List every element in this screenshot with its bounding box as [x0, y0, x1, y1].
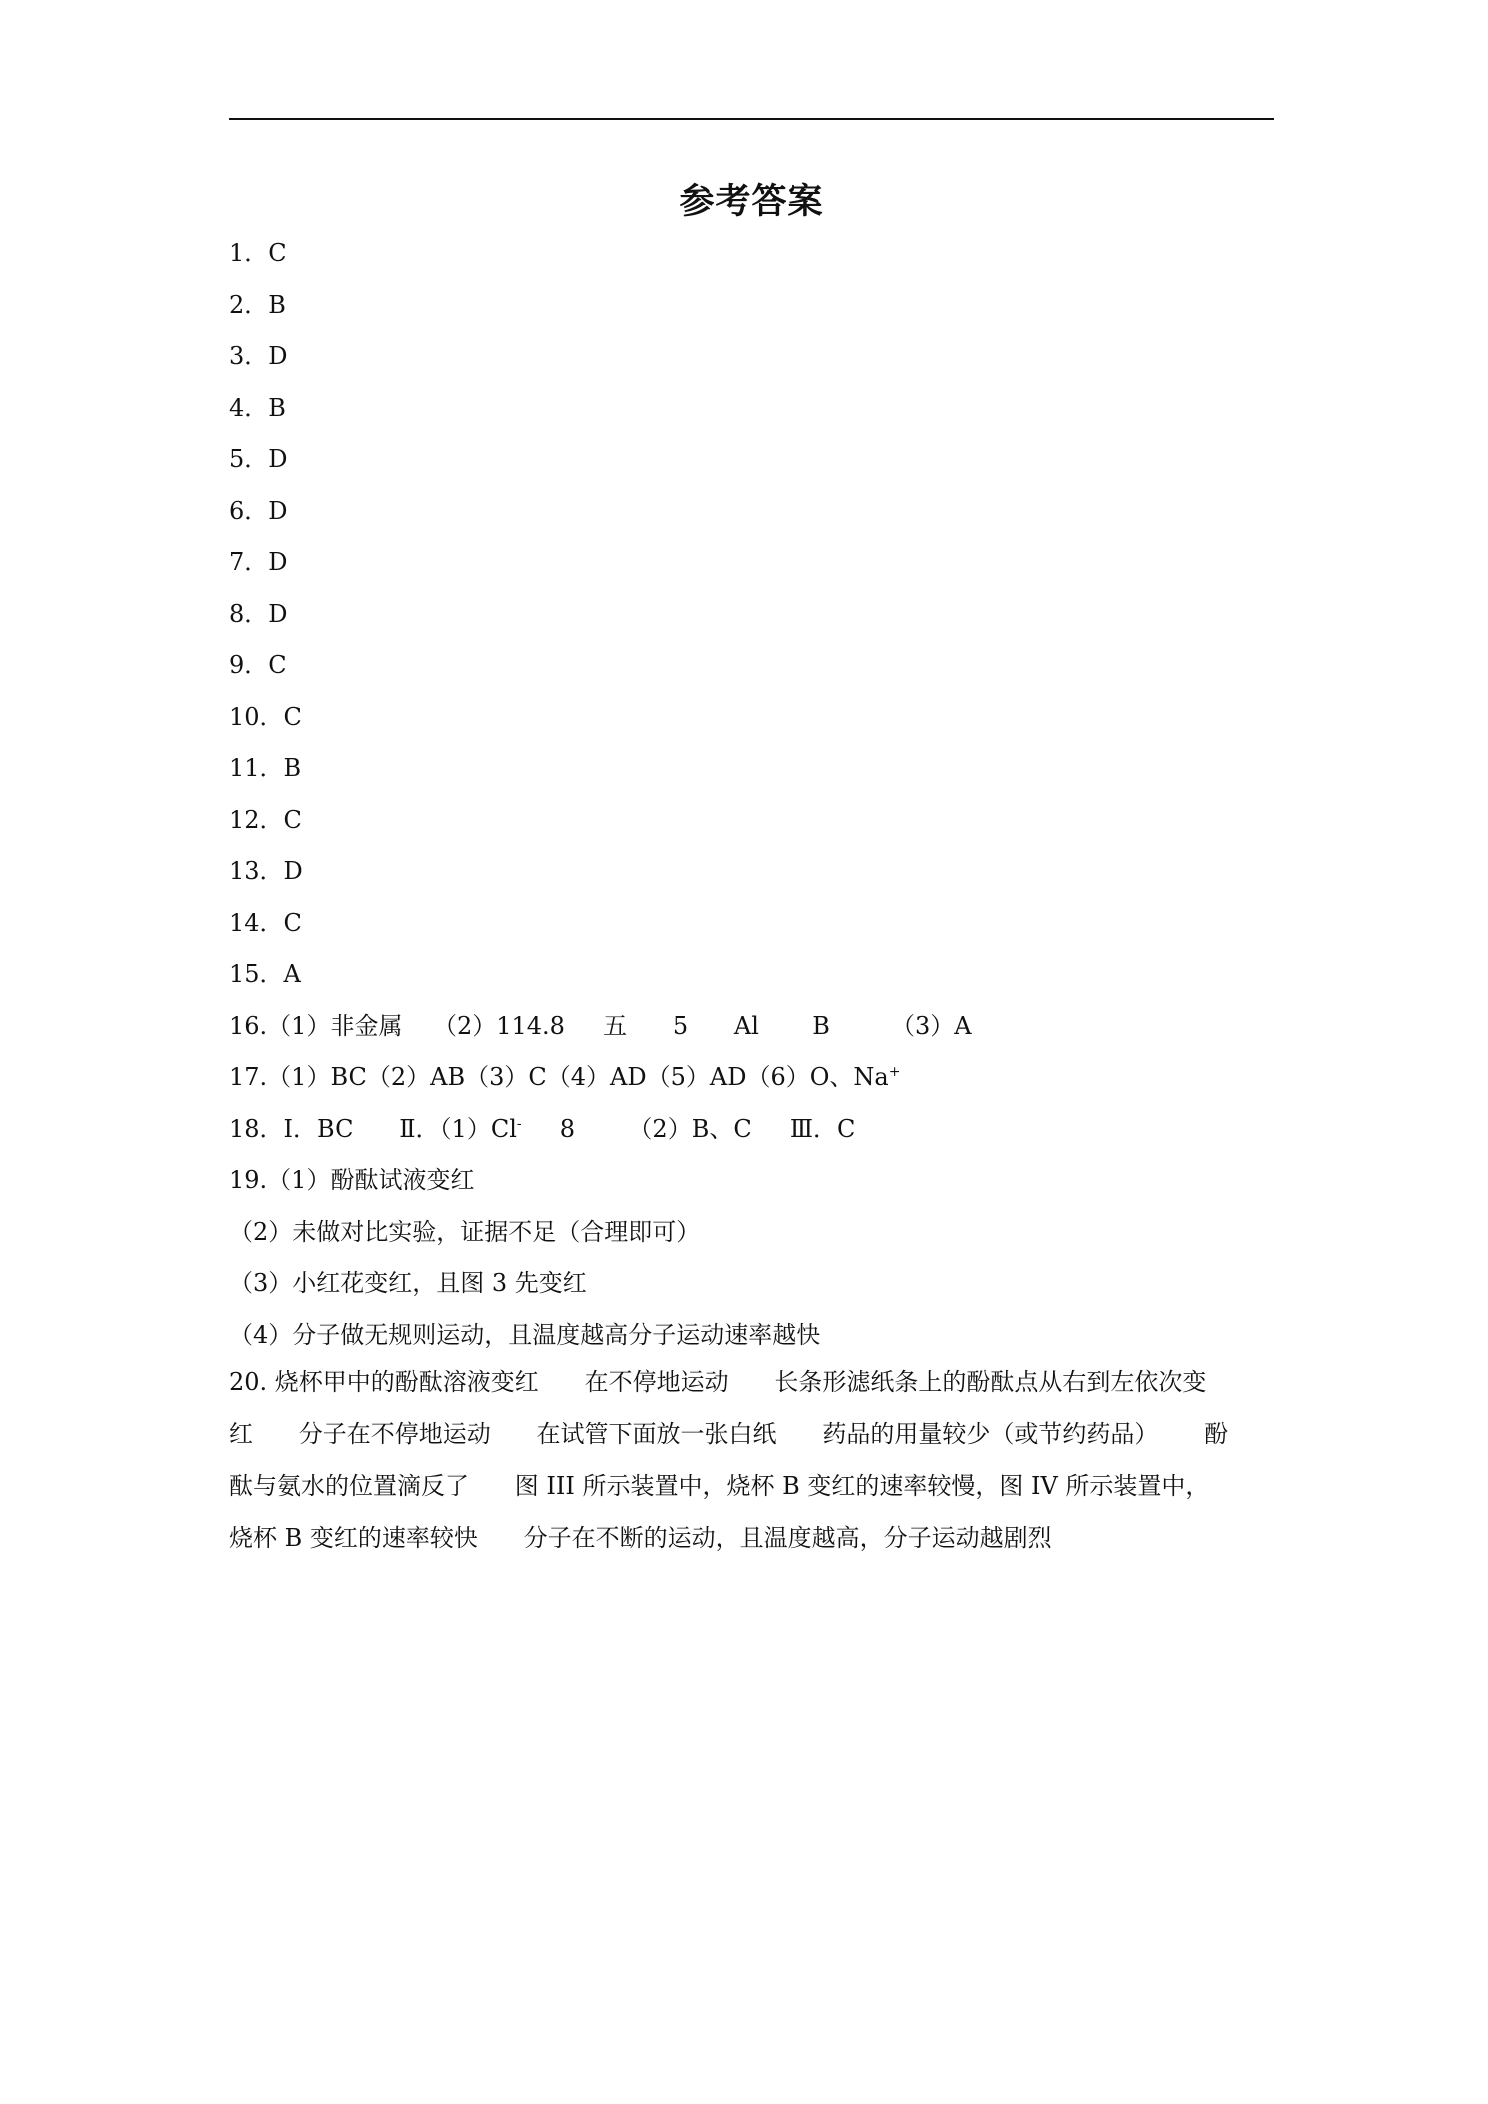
- answer-subpart-text: （3）小红花变红，且图 3 先变红: [229, 1269, 587, 1297]
- answer-text: D: [268, 548, 288, 576]
- answer-text: D: [268, 599, 288, 628]
- answer-19-part-3: [229, 1258, 1274, 1310]
- answer-20-line: 20. 烧杯甲中的酚酞溶液变红 在不停地运动 长条形滤纸条上的酚酞点从右到左依次变: [229, 1368, 1207, 1396]
- answer-number: 9．: [229, 651, 269, 679]
- answer-text: Ⅰ．BC Ⅱ．（1）Cl: [283, 1114, 517, 1143]
- superscript-minus: -: [516, 1115, 522, 1132]
- answer-number: 17.: [229, 1063, 268, 1091]
- superscript-plus: +: [888, 1064, 901, 1080]
- answer-8: [229, 589, 1274, 641]
- header-rule: [229, 118, 1274, 120]
- answer-3: [229, 331, 1274, 383]
- answer-text: C: [268, 651, 287, 679]
- answer-text: C: [283, 805, 302, 834]
- answer-text: B: [268, 393, 286, 422]
- answer-19: [229, 1155, 1274, 1207]
- answer-text: D: [268, 342, 288, 370]
- answer-text: （1）非金属 （2）114.8 五 5 Al B （3）A: [267, 1011, 972, 1040]
- answer-text: D: [268, 496, 288, 525]
- answer-number: 13．: [229, 857, 284, 885]
- answer-12: [229, 795, 1274, 847]
- answer-14: [229, 898, 1274, 950]
- answer-15: [229, 949, 1274, 1001]
- answer-number: 19.: [229, 1166, 268, 1194]
- answer-11: [229, 743, 1274, 795]
- answer-number: 12．: [229, 805, 284, 834]
- answer-number: 10．: [229, 702, 284, 731]
- answer-text: D: [268, 445, 288, 473]
- answer-number: 1．: [229, 239, 269, 267]
- answer-9: [229, 640, 1274, 692]
- answer-5: [229, 434, 1274, 486]
- answer-10: [229, 692, 1274, 744]
- answer-text: C: [283, 702, 302, 731]
- answer-20-line: 烧杯 B 变红的速率较快 分子在不断的运动，且温度越高，分子运动越剧烈: [229, 1524, 1052, 1552]
- answer-text: （1）酚酞试液变红: [267, 1166, 475, 1194]
- answer-text: A: [283, 960, 301, 988]
- answer-subpart-text: （2）未做对比实验，证据不足（合理即可）: [229, 1217, 701, 1246]
- answer-text: B: [268, 290, 286, 319]
- answer-number: 8．: [229, 599, 269, 628]
- answer-text: B: [283, 754, 302, 782]
- answer-4: [229, 383, 1274, 435]
- answer-13: [229, 846, 1274, 898]
- answer-18: [229, 1104, 1274, 1156]
- answer-text: C: [268, 239, 287, 267]
- answer-text: D: [283, 857, 303, 885]
- answer-text-continued: 8 （2）B、C Ⅲ．C: [521, 1114, 856, 1143]
- answer-19-part-4: [229, 1310, 1274, 1362]
- answer-subpart-text: （4）分子做无规则运动，且温度越高分子运动速率越快: [229, 1320, 821, 1349]
- answer-number: 4．: [229, 393, 269, 422]
- answer-number: 14．: [229, 908, 284, 937]
- answer-number: 3．: [229, 342, 269, 370]
- answer-number: 6．: [229, 496, 269, 525]
- answer-20-line: 酞与氨水的位置滴反了 图 III 所示装置中，烧杯 B 变红的速率较慢，图 IV 所示装置中，: [229, 1472, 1210, 1500]
- answer-number: 16.: [229, 1011, 268, 1040]
- answer-2: [229, 280, 1274, 332]
- answer-6: [229, 486, 1274, 538]
- answer-7: [229, 537, 1274, 589]
- answer-number: 5．: [229, 445, 269, 473]
- page-title: 参考答案: [679, 182, 824, 222]
- answer-20-line: 红 分子在不停地运动 在试管下面放一张白纸 药品的用量较少（或节约药品） 酚: [229, 1420, 1229, 1448]
- answer-16: [229, 1001, 1274, 1053]
- answer-17: [229, 1052, 1274, 1104]
- answer-text: （1）BC（2）AB（3）C（4）AD（5）AD（6）O、Na: [267, 1063, 889, 1091]
- answer-list: [229, 228, 1274, 1361]
- answer-number: 15．: [229, 960, 284, 988]
- answer-20-paragraph: [229, 1356, 1274, 1564]
- answer-number: 2．: [229, 290, 269, 319]
- answer-text: C: [283, 908, 302, 937]
- answer-number: 11．: [229, 754, 284, 782]
- answer-1: [229, 228, 1274, 280]
- answer-19-part-2: [229, 1207, 1274, 1259]
- answer-number: 7．: [229, 548, 269, 576]
- answer-number: 18．: [229, 1114, 284, 1143]
